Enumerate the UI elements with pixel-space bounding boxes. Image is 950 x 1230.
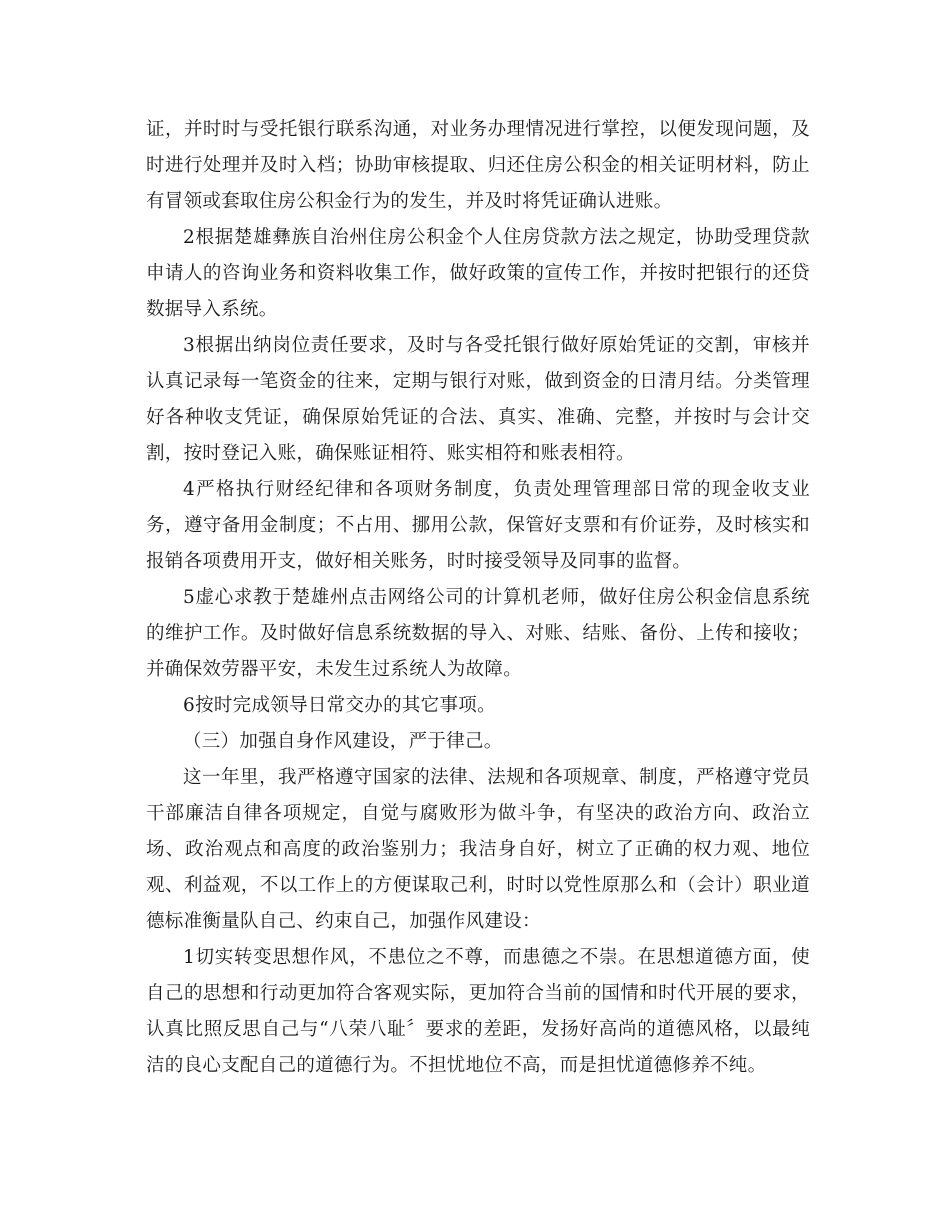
- section-heading-3: （三）加强自身作风建设，严于律己。: [183, 731, 503, 752]
- paragraph-item-6: 6按时完成领导日常交办的其它事项。: [183, 695, 496, 716]
- paragraph-item-5: 5虚心求教于楚雄州点击网络公司的计算机老师，做好住房公积金信息系统的维护工作。及时做好信息系统数据的导入、对账、结账、备份、上传和接收；并确保效劳器平安，未发生过系统人为故障。: [146, 587, 810, 680]
- paragraph-section-intro: 这一年里，我严格遵守国家的法律、法规和各项规章、制度，严格遵守党员干部廉洁自律各项规定，自觉与腐败形为做斗争，有坚决的政治方向、政治立场、政治观点和高度的政治鉴别力；我洁身自好，树立了正确的权力观、地位观、利益观，不以工作上的方便谋取己利，时时以党性原那么和（会计）职业道德标准衡量队自己、约束自己，加强作风建设：: [146, 767, 810, 932]
- document-body: [146, 112, 810, 1084]
- paragraph-subitem-1: 1切实转变思想作风，不患位之不尊，而患德之不崇。在思想道德方面，使自己的思想和行动更加符合客观实际，更加符合当前的国情和时代开展的要求，认真比照反思自己与“八荣八耻〞要求的差距，发扬好高尚的道德风格，以最纯洁的良心支配自己的道德行为。不担忧地位不高，而是担忧道德修养不纯。: [146, 947, 810, 1076]
- paragraph-item-4: 4严格执行财经纪律和各项财务制度，负责处理管理部日常的现金收支业务，遵守备用金制度；不占用、挪用公款，保管好支票和有价证券，及时核实和报销各项费用开支，做好相关账务，时时接受领导及同事的监督。: [146, 479, 810, 572]
- paragraph-item-2: 2根据楚雄彝族自治州住房公积金个人住房贷款方法之规定，协助受理贷款申请人的咨询业务和资料收集工作，做好政策的宣传工作，并按时把银行的还贷数据导入系统。: [146, 227, 810, 320]
- paragraph-item-3: 3根据出纳岗位责任要求，及时与各受托银行做好原始凭证的交割，审核并认真记录每一笔资金的往来，定期与银行对账，做到资金的日清月结。分类管理好各种收支凭证，确保原始凭证的合法、真实、准确、完整，并按时与会计交割，按时登记入账，确保账证相符、账实相符和账表相符。: [146, 335, 810, 464]
- paragraph-continuation: 证，并时时与受托银行联系沟通，对业务办理情况进行掌控，以便发现问题，及时进行处理并及时入档；协助审核提取、归还住房公积金的相关证明材料，防止有冒领或套取住房公积金行为的发生，并及时将凭证确认进账。: [146, 119, 810, 212]
